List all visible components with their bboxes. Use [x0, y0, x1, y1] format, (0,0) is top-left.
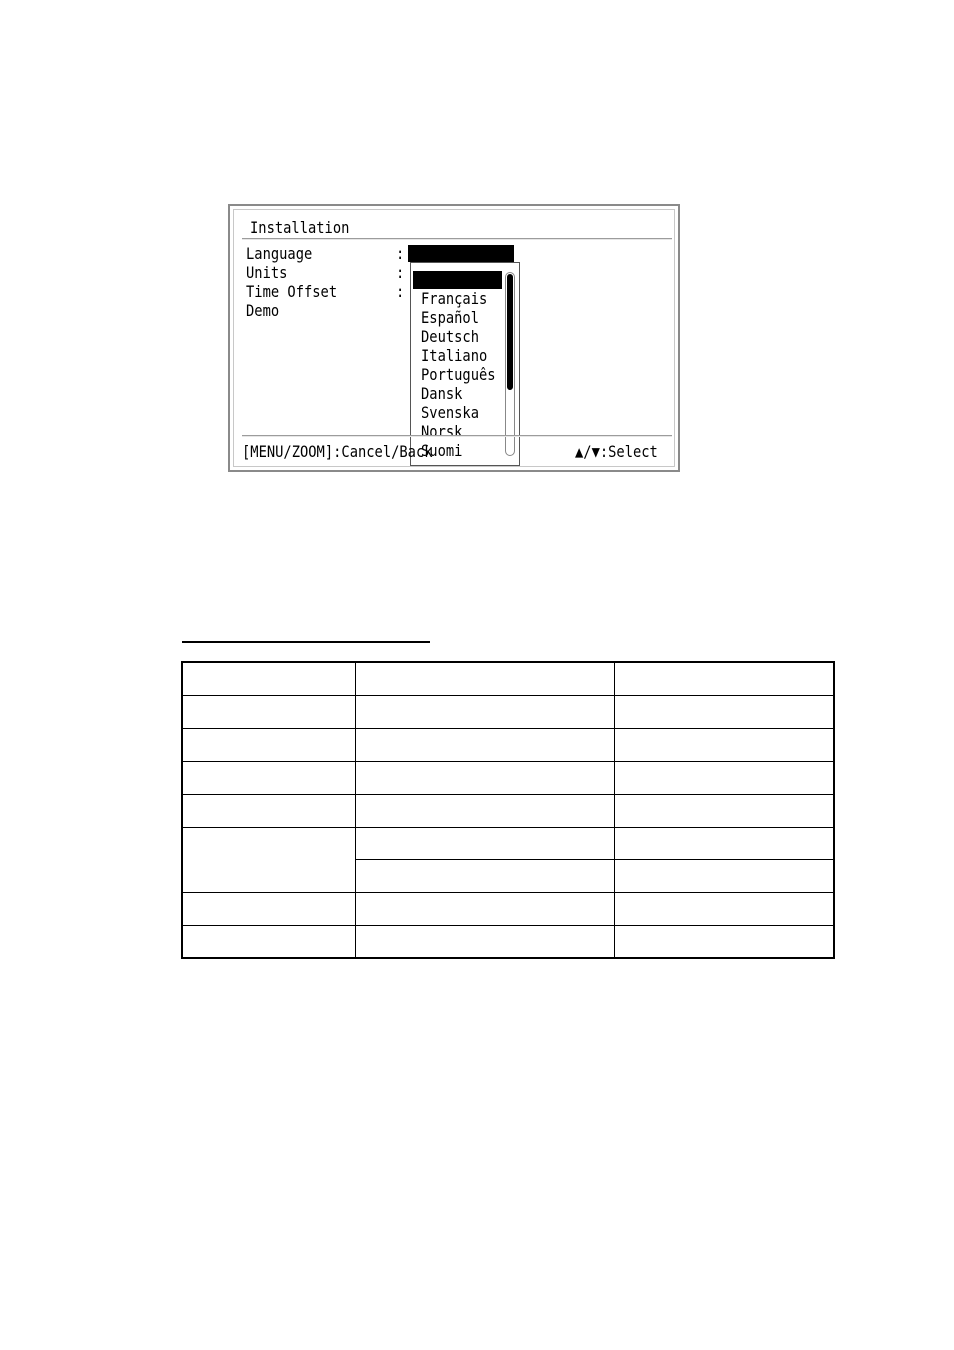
table-cell [182, 892, 355, 925]
language-option[interactable]: English [413, 271, 502, 289]
table-cell [614, 925, 834, 958]
title-divider [242, 238, 672, 240]
table-row [182, 728, 834, 761]
blank-table [181, 661, 835, 959]
table-cell [355, 827, 614, 859]
table-row [182, 662, 834, 695]
table-row [182, 892, 834, 925]
screen-title: Installation [250, 218, 350, 237]
table-cell [355, 794, 614, 827]
field-label-demo[interactable]: Demo [246, 301, 280, 320]
language-option[interactable]: Deutsch [421, 327, 479, 346]
field-label-units[interactable]: Units [246, 263, 288, 282]
language-option[interactable]: Norsk [421, 422, 463, 441]
table-cell [614, 827, 834, 859]
table-row [182, 794, 834, 827]
installation-screen [228, 204, 680, 472]
table-cell [355, 761, 614, 794]
language-value[interactable] [408, 245, 514, 262]
table-cell [182, 925, 355, 958]
table-cell [614, 761, 834, 794]
language-option[interactable]: Português [421, 365, 496, 384]
language-option[interactable]: Español [421, 308, 479, 327]
table-cell [355, 728, 614, 761]
select-hint: ▲/▼:Select [575, 442, 658, 461]
table-cell [614, 662, 834, 695]
table-cell-merged [182, 827, 355, 892]
table-cell [182, 695, 355, 728]
footer-divider [242, 435, 672, 437]
table-cell [182, 794, 355, 827]
table-cell [614, 892, 834, 925]
language-value-text: English [410, 245, 468, 262]
field-colon: : [396, 282, 405, 301]
table-cell [614, 859, 834, 892]
table-row [182, 695, 834, 728]
table-cell [182, 662, 355, 695]
table-cell [614, 695, 834, 728]
language-option[interactable]: Suomi [421, 441, 463, 460]
language-option[interactable]: Italiano [421, 346, 488, 365]
dropdown-scrollbar[interactable] [505, 272, 515, 456]
table-cell [355, 662, 614, 695]
table-cell [182, 728, 355, 761]
table-cell [614, 794, 834, 827]
scrollbar-thumb[interactable] [507, 274, 513, 390]
field-colon: : [396, 244, 405, 263]
field-label-language[interactable]: Language [246, 244, 313, 263]
table-row [182, 761, 834, 794]
table-cell [355, 892, 614, 925]
table-cell [614, 728, 834, 761]
table-row [182, 925, 834, 958]
language-option[interactable]: Français [421, 289, 488, 308]
field-colon: : [396, 263, 405, 282]
table-row [182, 827, 834, 859]
table-cell [182, 761, 355, 794]
table-cell [355, 859, 614, 892]
field-label-time-offset[interactable]: Time Offset [246, 282, 338, 301]
cancel-back-hint: [MENU/ZOOM]:Cancel/Back [242, 442, 433, 461]
language-option[interactable]: Svenska [421, 403, 479, 422]
table-cell [355, 925, 614, 958]
language-option[interactable]: Dansk [421, 384, 463, 403]
table-cell [355, 695, 614, 728]
section-heading-underline [182, 641, 430, 643]
